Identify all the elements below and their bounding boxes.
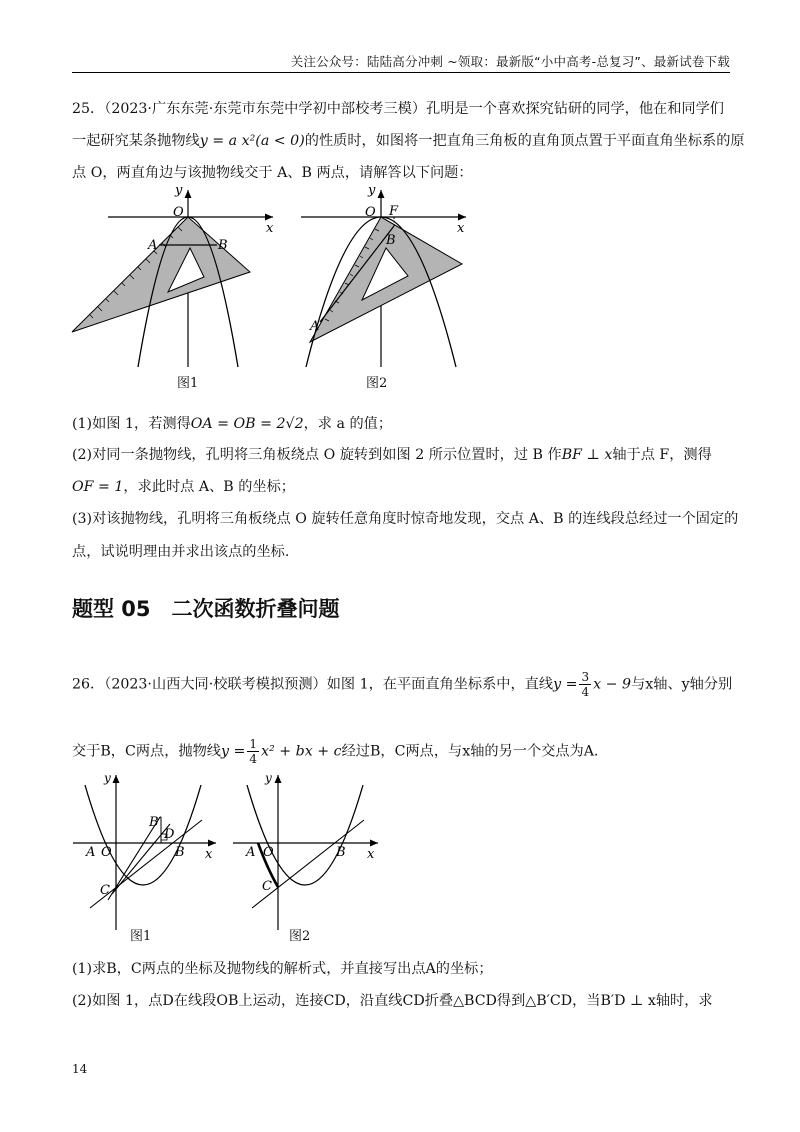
q25-intro-line2 (72, 130, 745, 150)
q26-fig1-label-c: C (100, 883, 110, 898)
q26-fig1-label-b: B (175, 845, 185, 860)
q25-part2-of-math: OF = 1 (72, 479, 124, 495)
fig2-label-x: x (457, 221, 465, 236)
q26-figure-1 (68, 770, 228, 935)
q26-line2-eq-rest: x² + bx + c (261, 743, 342, 760)
q25-part1-post: ，求 a 的值； (303, 416, 393, 432)
fig2-y-arrow-icon (378, 190, 385, 198)
page-header-text: 关注公众号：陆陆高分冲刺 ~领取：最新版“小中高考-总复习”、最新试卷下载 (290, 54, 730, 69)
q26-fig1-label-d: D (164, 827, 175, 842)
q25-part1-math: OA = OB = 2√2 (190, 416, 304, 432)
q25-fig1-caption: 图1 (177, 376, 199, 391)
q25-part1-pre: (1)如图 1，若测得 (72, 416, 191, 432)
q25-intro-line3: 点 O，两直角边与该抛物线交于 A、B 两点，请解答以下问题： (72, 165, 473, 181)
q26-fig2-x-arrow-icon (370, 840, 378, 847)
q25-intro-line2-pre: 一起研究某条抛物线 (72, 133, 200, 149)
header-rule (72, 72, 730, 73)
q25-part1 (72, 413, 392, 433)
q26-line2-frac-den: 4 (249, 752, 258, 766)
q26-fig1-label-bprime: B′ (149, 815, 162, 830)
fig1-label-o: O (173, 205, 184, 220)
q25-part2-math: BF ⊥ x (561, 447, 613, 463)
q25-part3-line2: 点，试说明理由并求出该点的坐标. (72, 544, 290, 560)
q26-line1 (72, 670, 732, 699)
q25-figure-2 (296, 182, 476, 372)
q26-fig2-label-y: y (265, 771, 272, 785)
q26-fig1-caption: 图1 (130, 929, 152, 944)
q26-line2 (72, 737, 598, 766)
q25-figure-1 (68, 182, 288, 372)
fig1-x-arrow-icon (265, 214, 273, 221)
q25-part2-pre: (2)对同一条抛物线，孔明将三角板绕点 O 旋转到如图 2 所示位置时，过 B 作 (72, 447, 562, 463)
q26-fig2-line-bc (252, 820, 364, 908)
q25-parabola-equation: y = a x²(a < 0) (199, 133, 305, 149)
q26-fig2-label-x: x (367, 847, 375, 862)
fig2-label-b: B (386, 233, 396, 248)
q26-line2-pre: 交于B，C两点，抛物线 (72, 743, 221, 760)
fig1-set-square (72, 217, 250, 332)
q26-part2: (2)如图 1，点D在线段OB上运动，连接CD，沿直线CD折叠△BCD得到△B′CD，当B′D ⊥ x轴时，求 (72, 993, 713, 1009)
fig2-label-a: A (310, 319, 320, 334)
page-number: 14 (72, 1062, 88, 1076)
q26-line2-eq-y: y = (220, 743, 246, 760)
q26-line2-frac-num: 1 (249, 737, 258, 751)
fig1-label-a: A (148, 238, 158, 253)
q25-intro-line2-post: 的性质时，如图将一把直角三角板的直角顶点置于平面直角坐标系的原 (304, 133, 745, 149)
q26-fig2-label-c: C (262, 879, 272, 894)
fig2-label-y: y (368, 183, 376, 198)
q26-part1: (1)求B，C两点的坐标及抛物线的解析式，并直接写出点A的坐标； (72, 961, 493, 977)
q25-part2-line2 (72, 476, 295, 496)
q25-fig2-caption: 图2 (366, 376, 388, 391)
q26-fig1-label-y: y (104, 771, 111, 785)
q26-line2-fraction (247, 737, 259, 766)
q26-line1-eq-y: y = (553, 676, 578, 693)
section-title: 题型 05 二次函数折叠问题 (72, 597, 340, 621)
q25-part2-line2-post: ，求此时点 A、B 的坐标； (123, 479, 295, 495)
q26-line1-frac-den: 4 (581, 685, 590, 699)
q25-part2-post: 轴于点 F，测得 (612, 447, 712, 463)
fig2-label-f: F (389, 204, 399, 219)
fig1-label-x: x (266, 221, 274, 236)
q26-fig2-label-o: O (263, 845, 274, 860)
q26-fig2-caption: 图2 (289, 929, 311, 944)
q26-line1-post: 与x轴、y轴分别 (631, 676, 733, 693)
q25-part3-line1: (3)对该抛物线，孔明将三角板绕点 O 旋转任意角度时惊奇地发现，交点 A、B 的连线段总经过一个固定的 (72, 511, 739, 527)
q26-fig1-x-arrow-icon (208, 840, 216, 847)
q25-intro-line1: 25．（2023·广东东莞·东莞市东莞中学初中部校考三模）孔明是一个喜欢探究钻研的同学，他在和同学们 (72, 101, 724, 117)
q26-line2-post: 经过B，C两点，与x轴的另一个交点为A. (341, 743, 599, 760)
q26-line1-eq-rest: x − 9 (593, 676, 632, 693)
fig2-label-o: O (365, 205, 376, 220)
fig1-y-arrow-icon (185, 190, 192, 198)
q26-fig2-y-arrow-icon (275, 775, 282, 783)
q26-fig2-label-b: B (336, 845, 346, 860)
fig1-label-b: B (218, 238, 228, 253)
q26-fig1-label-o: O (101, 845, 112, 860)
q26-fig2-label-a: A (246, 845, 256, 860)
q26-line1-pre: 26．（2023·山西大同·校联考模拟预测）如图 1，在平面直角坐标系中，直线 (72, 676, 554, 693)
q26-figure-2 (228, 770, 388, 935)
q26-fig1-label-a: A (86, 845, 96, 860)
q26-fig1-label-x: x (205, 847, 213, 862)
q26-line1-fraction (579, 670, 591, 699)
fig1-label-y: y (175, 183, 183, 198)
fig2-x-arrow-icon (458, 214, 466, 221)
q25-part2-line1 (72, 444, 712, 464)
q26-fig1-y-arrow-icon (113, 775, 120, 783)
q26-line1-frac-num: 3 (581, 670, 590, 684)
